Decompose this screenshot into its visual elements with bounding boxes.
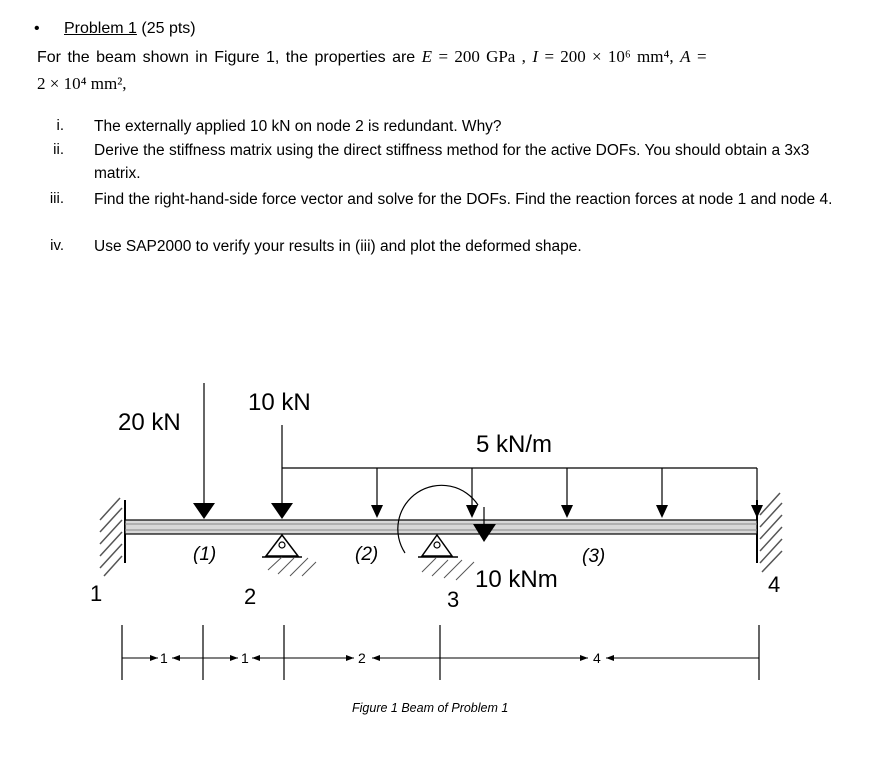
symbol-E: E [421,47,433,66]
beam [125,520,757,534]
fixed-support-right [757,493,782,572]
item-text: The externally applied 10 kN on node 2 is redundant. Why? [94,118,502,135]
point-load-10kn [271,425,293,519]
value-I: = 200 × 10⁶ mm⁴, [544,47,674,66]
dimension-label: 1 [160,650,168,666]
label-distributed-load: 5 kN/m [476,431,553,458]
label-10kn: 10 kN [248,389,311,416]
symbol-I: I [532,47,538,66]
problem-points: (25 pts) [141,20,196,37]
problem-label: Problem 1 [64,20,137,37]
item-number: ii. [53,141,64,158]
pin-support-node-3 [418,535,474,580]
node-label: 3 [447,587,460,612]
dimension-line [122,625,759,680]
symbol-A: A [680,47,691,66]
item-text: Use SAP2000 to verify your results in (iii) and plot the deformed shape. [94,238,582,255]
label-moment: 10 kNm [475,566,558,593]
element-label: (2) [355,544,379,565]
node-label: 1 [90,581,103,606]
value-A: 2 × 10⁴ mm², [37,74,127,93]
point-load-20kn [193,383,215,519]
distributed-load [282,468,763,518]
item-text: Find the right-hand-side force vector and solve for the DOFs. Find the reaction forces at node 1 and node 4. [94,191,833,208]
intro-text: For the beam shown in Figure 1, the properties are [37,49,416,66]
dimension-label: 1 [241,650,249,666]
dimension-label: 2 [358,650,366,666]
pin-support-node-2 [262,535,316,576]
value-E: = 200 GPa , [438,47,526,66]
node-label: 2 [244,584,257,609]
dimension-label: 4 [593,650,601,666]
item-number: iv. [50,237,64,254]
bullet: • [34,20,40,37]
moment-10knm [398,485,496,553]
node-label: 4 [768,572,781,597]
figure-caption: Figure 1 Beam of Problem 1 [352,701,509,715]
element-label: (1) [193,544,217,565]
item-number: i. [56,117,64,134]
fixed-support-left [100,498,125,576]
element-label: (3) [582,546,606,567]
label-20kn: 20 kN [118,409,181,436]
item-text: Derive the stiffness matrix using the direct stiffness method for the active DOFs. You should obtain a 3x3 matrix. [94,142,810,182]
item-number: iii. [49,190,64,207]
equals-A: = [696,47,707,66]
